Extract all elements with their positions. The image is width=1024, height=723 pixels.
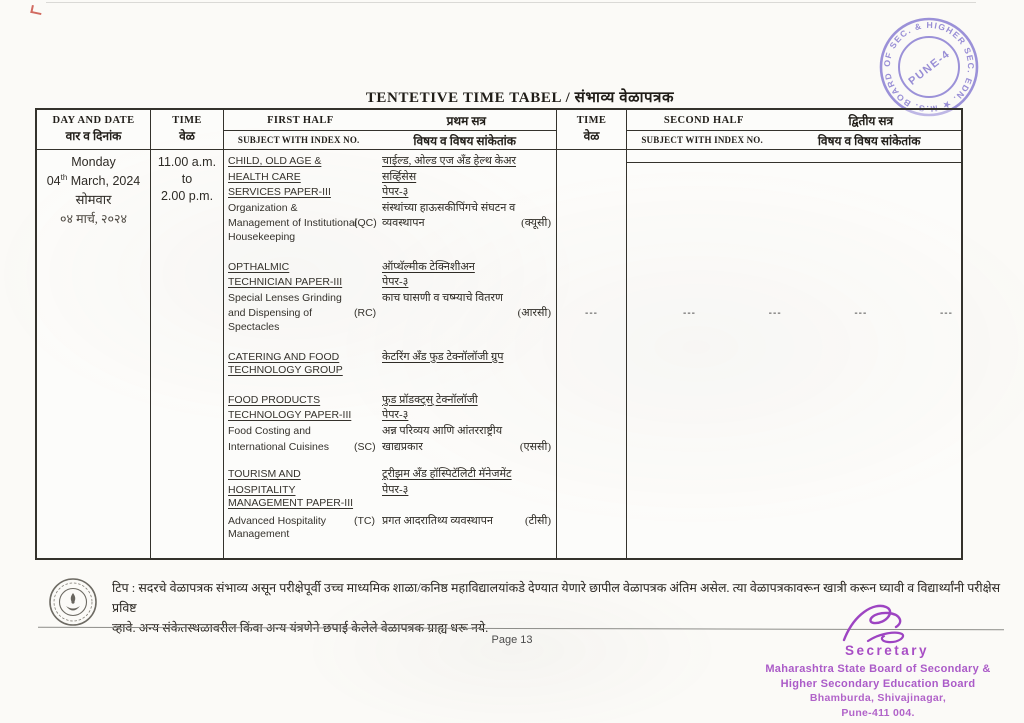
subject-text-en: OPTHALMIC bbox=[228, 260, 290, 273]
second-half-dashes bbox=[627, 308, 961, 319]
subject-text-en: Spectacles bbox=[228, 320, 280, 333]
header-time-mr: वेळ bbox=[179, 129, 195, 143]
scan-artifact-line bbox=[46, 2, 976, 3]
subject-index-label2-en: SUBJECT WITH INDEX NO. bbox=[641, 135, 763, 145]
subject-text-en: Food Costing and bbox=[228, 424, 311, 437]
header-time-en: TIME bbox=[172, 115, 202, 126]
column-first-half bbox=[224, 110, 557, 558]
header-first-half bbox=[224, 110, 556, 150]
column-day-date bbox=[37, 110, 151, 558]
time-end: 2.00 p.m. bbox=[160, 189, 214, 203]
subject-text-en: International Cuisines bbox=[228, 440, 329, 453]
subject-line bbox=[228, 321, 553, 337]
subject-line bbox=[228, 513, 553, 529]
subject-code-mr: (आरसी) bbox=[517, 307, 551, 320]
subject-index-label-en: SUBJECT WITH INDEX NO. bbox=[237, 135, 360, 145]
subject-text-en: Housekeeping bbox=[228, 230, 296, 243]
board-name-line-1: Maharashtra State Board of Secondary & bbox=[765, 663, 991, 675]
subject-block bbox=[228, 392, 553, 454]
first-half-label-en: FIRST HALF bbox=[267, 114, 334, 126]
subject-index-label2-mr: विषय व विषय सांकेतांक bbox=[817, 133, 921, 148]
subject-text-mr: ऑप्थॅल्मीक टेक्निशीअन bbox=[382, 260, 475, 273]
subject-text-en: TOURISM AND bbox=[228, 468, 301, 481]
header-day-date-en: DAY AND DATE bbox=[52, 115, 135, 126]
date-rest: March, 2024 bbox=[67, 174, 141, 189]
subject-text-en: Special Lenses Grinding bbox=[228, 291, 342, 304]
board-address-block bbox=[726, 662, 1024, 720]
subject-code-en: (SC) bbox=[354, 440, 376, 453]
subject-line bbox=[228, 528, 553, 544]
day-name-marathi: सोमवार bbox=[75, 192, 112, 208]
subject-text-mr: पेपर-३ bbox=[382, 186, 409, 199]
footnote-line-2: व्हावे. अन्य संकेतस्थळावरील किंवा अन्य यंत्रणेने छपाई केलेले वेळापत्रक ग्राह्य धरू नये. bbox=[112, 621, 489, 635]
page-title: TENTETIVE TIME TABEL / संभाव्य वेळापत्रक bbox=[365, 90, 675, 106]
header-time2-mr: वेळ bbox=[583, 129, 600, 143]
header-second-half bbox=[627, 110, 961, 150]
first-half-subjects bbox=[224, 150, 556, 558]
scan-artifact-red-mark bbox=[30, 5, 42, 15]
subject-text-mr: पेपर-३ bbox=[382, 276, 409, 289]
subject-line bbox=[228, 466, 553, 482]
subject-line bbox=[228, 200, 553, 216]
subject-line bbox=[228, 231, 553, 247]
subject-code-mr: (एससी) bbox=[519, 440, 551, 453]
subject-line bbox=[228, 349, 553, 365]
subject-text-en: HEALTH CARE bbox=[228, 170, 301, 183]
subject-block bbox=[228, 153, 553, 247]
subject-text-mr: टूरीझम अँड हॉस्पिटॅलिटी मॅनेजमेंट bbox=[382, 468, 512, 481]
cell-second-half bbox=[627, 150, 961, 558]
timetable bbox=[35, 108, 963, 560]
header-first-half-top bbox=[224, 110, 556, 131]
subject-text-mr: संस्थांच्या हाऊसकीपिंगचे संघटन व bbox=[382, 201, 516, 214]
subject-line bbox=[228, 184, 553, 200]
subject-code-en: (TC) bbox=[354, 514, 375, 527]
time-start: 11.00 a.m. bbox=[157, 155, 217, 169]
subject-text-en: TECHNOLOGY GROUP bbox=[228, 364, 343, 377]
subject-text-en: Organization & bbox=[228, 201, 298, 214]
date-line bbox=[37, 170, 150, 189]
subject-text-mr: पेपर-३ bbox=[382, 483, 409, 496]
emblem-seal-icon bbox=[46, 576, 100, 628]
subject-line bbox=[228, 392, 553, 408]
time-second-dash: --- bbox=[585, 308, 598, 319]
subject-text-mr: काच घासणी व चष्म्याचे वितरण bbox=[382, 291, 503, 304]
cell-time-second bbox=[557, 150, 626, 558]
page-number: Page 13 bbox=[491, 634, 533, 646]
subject-text-en: CHILD, OLD AGE & bbox=[228, 155, 322, 167]
subject-line bbox=[228, 259, 553, 275]
secretary-label: Secretary bbox=[845, 643, 930, 658]
subject-block bbox=[228, 349, 553, 380]
header-second-half-sub bbox=[627, 131, 961, 149]
header-first-half-sub bbox=[224, 131, 556, 149]
header-time-second bbox=[557, 110, 626, 150]
subject-text-en: Advanced Hospitality bbox=[228, 514, 327, 527]
dash-mark: --- bbox=[768, 308, 782, 319]
subject-line bbox=[228, 305, 553, 321]
column-time-second bbox=[557, 110, 627, 558]
subject-line bbox=[228, 364, 553, 380]
subject-text-en: Management bbox=[228, 528, 290, 541]
subject-line bbox=[228, 215, 553, 231]
header-time2-en: TIME bbox=[576, 115, 607, 126]
subject-text-mr: चाईल्ड, ओल्ड एज अँड हेल्थ केअर bbox=[382, 155, 517, 167]
subject-text-en: Management of Institutional bbox=[228, 217, 357, 230]
subject-text-en: SERVICES PAPER-III bbox=[228, 186, 331, 199]
signature-icon bbox=[834, 600, 926, 648]
subject-code-en: (RC) bbox=[354, 307, 377, 320]
stamp-ring-text: OF SEC. & HIGHER SEC. EDN. ★ M.S. BOARD bbox=[881, 19, 977, 115]
subject-text-en: FOOD PRODUCTS bbox=[228, 393, 321, 406]
subject-text-en: CATERING AND FOOD bbox=[228, 350, 340, 363]
subject-code-en: (QC) bbox=[354, 217, 377, 230]
subject-text-en: and Dispensing of bbox=[228, 307, 313, 320]
subject-text-mr: सर्व्हिसेस bbox=[382, 170, 417, 183]
subject-text-mr: खाद्यप्रकार bbox=[382, 440, 423, 453]
subject-index-label-mr: विषय व विषय सांकेतांक bbox=[413, 133, 516, 148]
subject-line bbox=[228, 169, 553, 185]
header-day-date-mr: वार व दिनांक bbox=[65, 129, 122, 143]
subject-line bbox=[228, 290, 553, 306]
subject-text-mr: व्यवस्थापन bbox=[382, 217, 425, 230]
board-address-line-2: Pune-411 004. bbox=[841, 706, 915, 719]
subject-line bbox=[228, 407, 553, 423]
subject-line bbox=[228, 153, 553, 169]
cell-time-first bbox=[151, 150, 223, 558]
board-address-line-1: Bhamburda, Shivajinagar, bbox=[809, 692, 947, 704]
subject-code-mr: (टीसी) bbox=[524, 514, 551, 527]
subject-block bbox=[228, 466, 553, 544]
subject-text-en: TECHNICIAN PAPER-III bbox=[228, 276, 343, 289]
subject-line bbox=[228, 497, 553, 513]
subject-line bbox=[228, 274, 553, 290]
footnote-line-1: टिप : सदरचे वेळापत्रक संभाव्य असून परीक्षेपूर्वी उच्च माध्यमिक शाळा/कनिष्ठ महाविद्यालयांकडे देण्यात येणारे छापील वेळापत्रक अंतिम असेल. त्या वेळापत्रकावरून खात्री करून घ्यावी व विद्यार्थ्यांनी परीक्षेस प्रविष्ट bbox=[112, 581, 1001, 615]
subject-line bbox=[228, 423, 553, 439]
stamp-center-text: PUNE-4 bbox=[906, 47, 953, 88]
date-marathi: ०४ मार्च, २०२४ bbox=[59, 212, 128, 227]
second-half-label-mr: द्वितीय सत्र bbox=[848, 113, 894, 128]
subject-text-en: HOSPITALITY bbox=[228, 483, 296, 496]
first-half-label-mr: प्रथम सत्र bbox=[446, 113, 487, 128]
subject-code-mr: (क्यूसी) bbox=[521, 217, 551, 230]
cell-day-date bbox=[37, 150, 150, 558]
subject-text-mr: केटरिंग अँड फुड टेक्नॉलॉजी ग्रुप bbox=[382, 350, 504, 363]
subject-line bbox=[228, 439, 553, 455]
subject-block bbox=[228, 259, 553, 337]
column-time-first bbox=[151, 110, 224, 558]
header-second-half-top bbox=[627, 110, 961, 131]
time-to: to bbox=[181, 172, 193, 186]
subject-text-mr: पेपर-३ bbox=[382, 409, 409, 422]
dash-mark: --- bbox=[854, 308, 868, 319]
column-second-half bbox=[627, 110, 961, 558]
header-day-date bbox=[37, 110, 150, 150]
date-number: 04 bbox=[46, 174, 61, 189]
subject-text-mr: अन्न परिव्यय आणि आंतरराष्ट्रीय bbox=[382, 424, 503, 437]
subject-text-mr: प्रगत आदरातिथ्य व्यवस्थापन bbox=[382, 514, 493, 527]
subject-text-en: TECHNOLOGY PAPER-III bbox=[228, 409, 352, 422]
date-ordinal: th bbox=[60, 173, 68, 182]
dash-mark: --- bbox=[939, 308, 953, 319]
second-half-label-en: SECOND HALF bbox=[663, 114, 744, 126]
empty-row bbox=[627, 150, 961, 163]
board-name-line-2: Higher Secondary Education Board bbox=[780, 677, 976, 690]
subject-line bbox=[228, 482, 553, 498]
header-time-first bbox=[151, 110, 223, 150]
subject-text-en: MANAGEMENT PAPER-III bbox=[228, 497, 354, 510]
day-name: Monday bbox=[71, 155, 116, 169]
subject-text-mr: फुड प्रॉडक्ट्स् टेक्नॉलॉजी bbox=[382, 393, 478, 406]
dash-mark: --- bbox=[683, 308, 696, 319]
board-emblem bbox=[46, 576, 100, 633]
